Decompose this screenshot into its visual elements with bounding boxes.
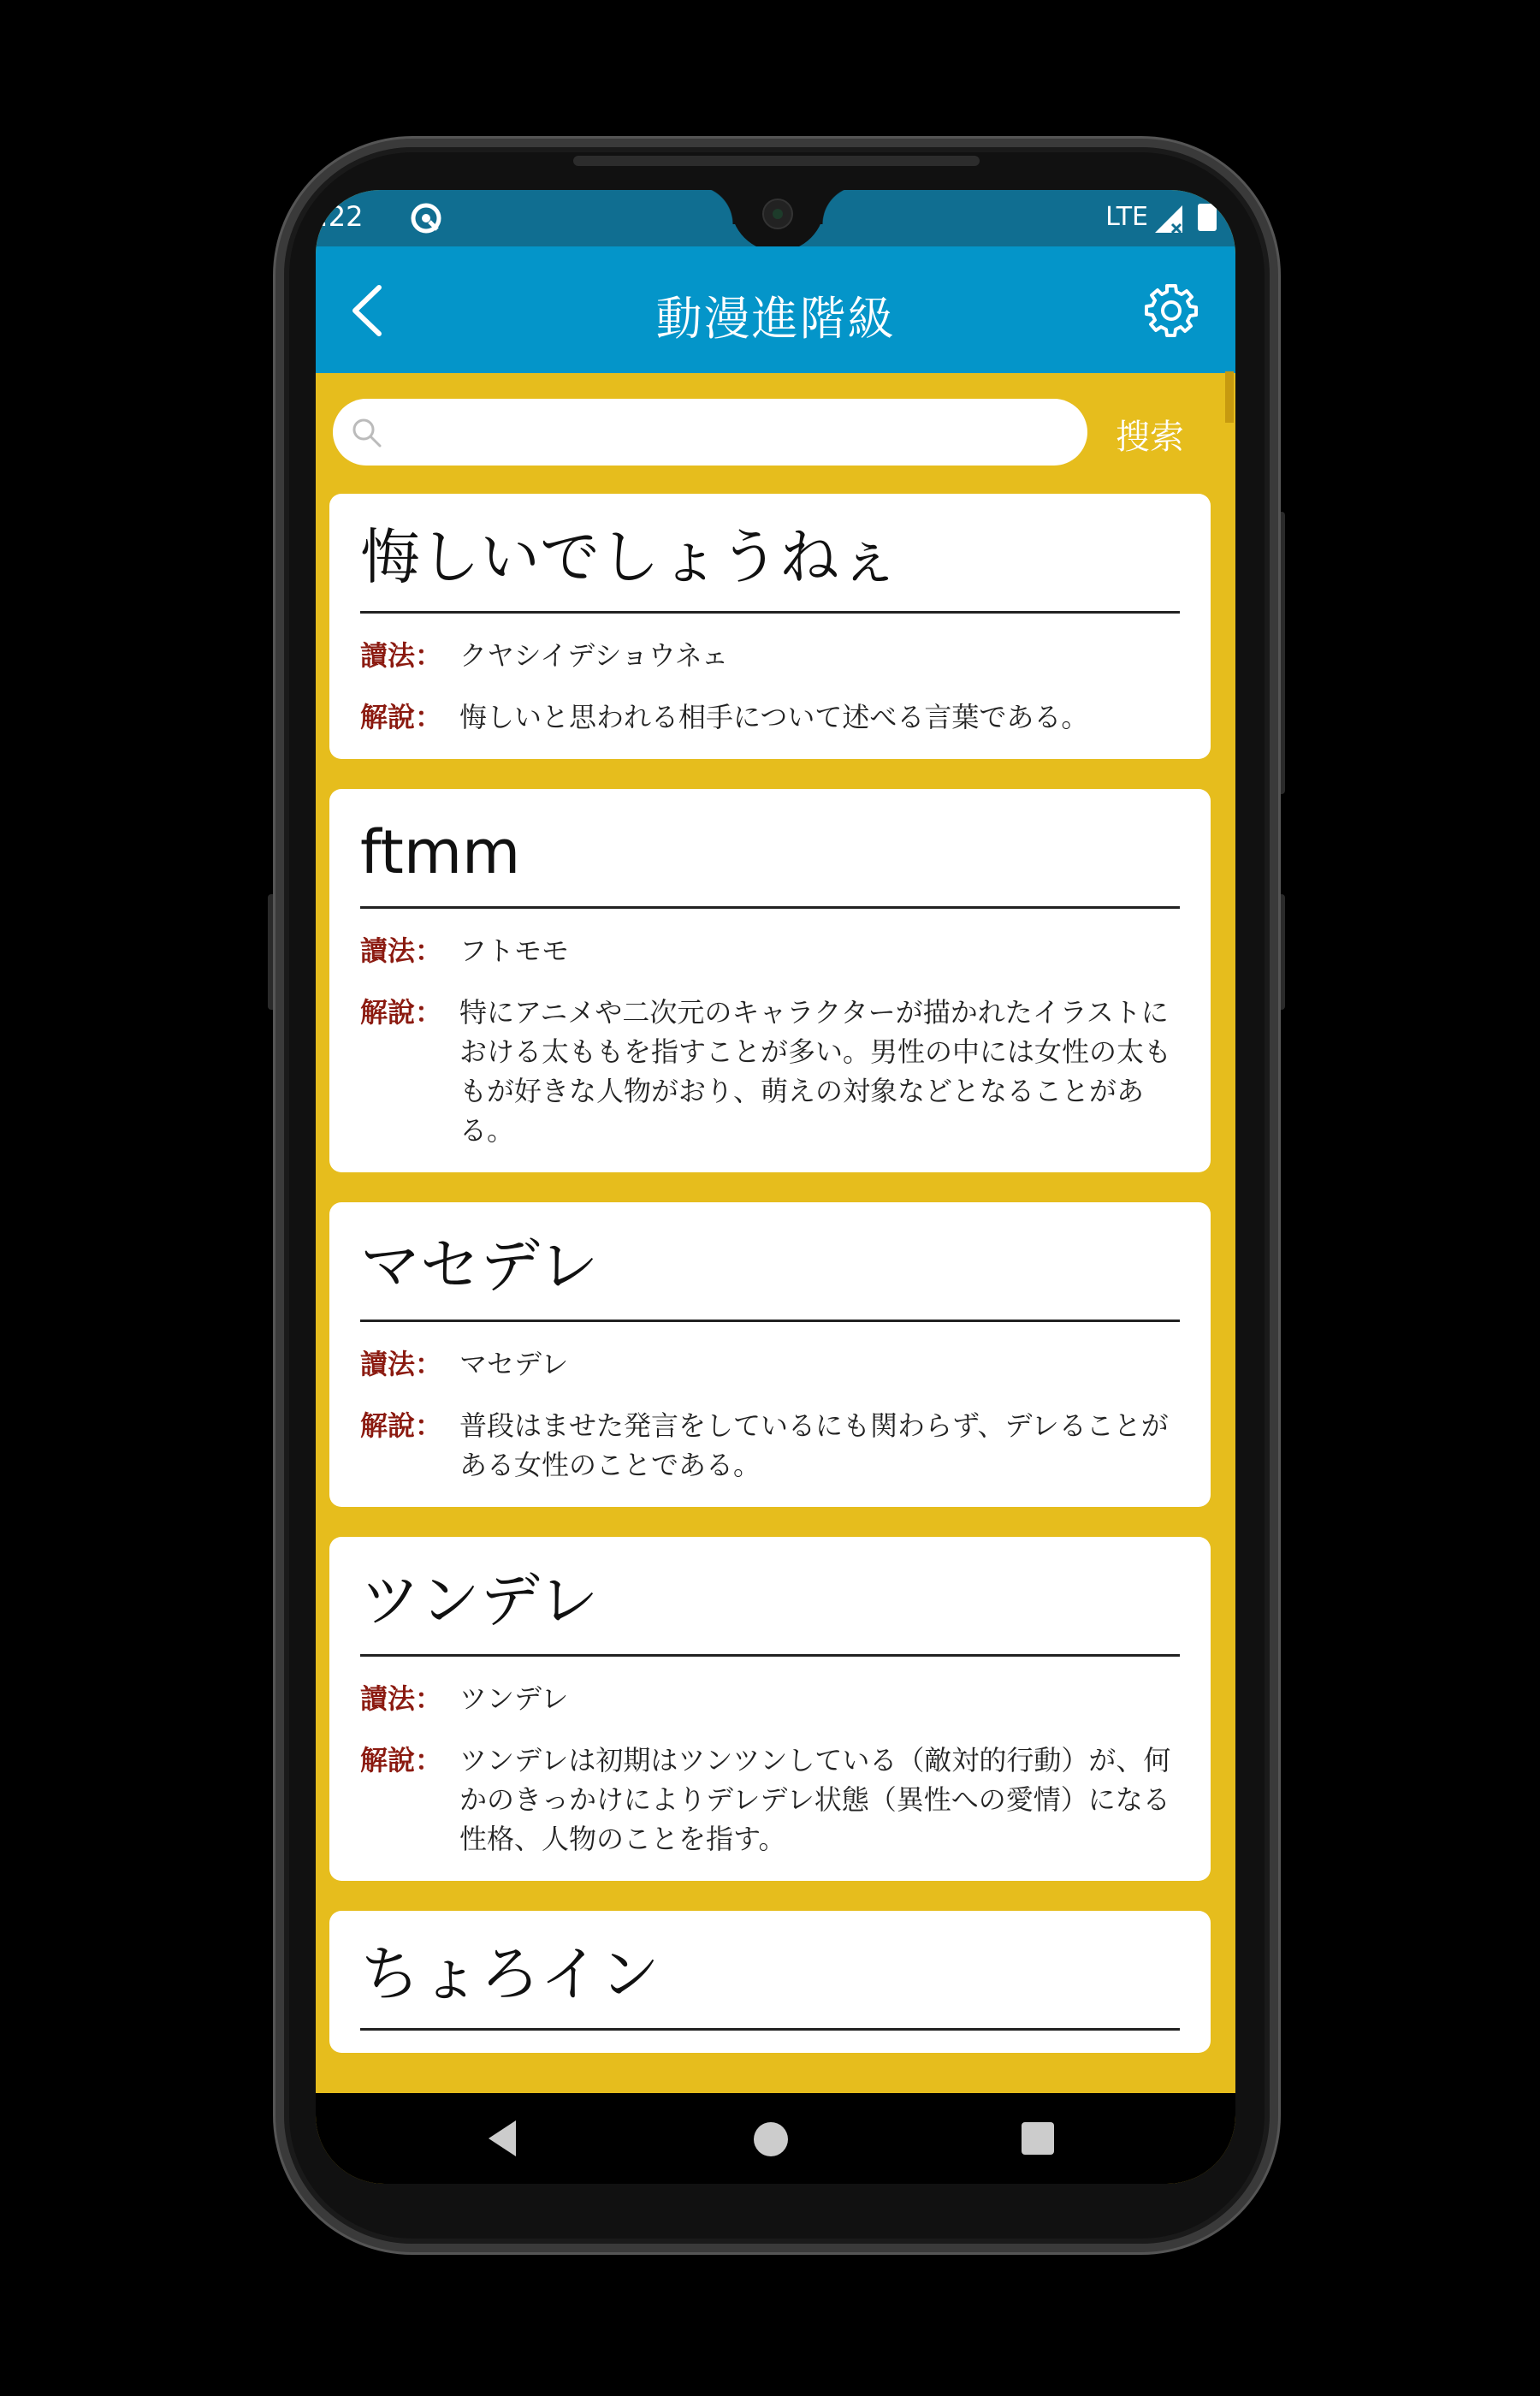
word-title: ftmm [360, 820, 1180, 909]
reading-value: クヤシイデショウネェ [459, 639, 729, 672]
word-card[interactable] [329, 789, 1211, 1172]
explanation-row [360, 1406, 1180, 1485]
explanation-label: 解說： [360, 1744, 443, 1776]
status-time: :22 [319, 200, 364, 233]
explanation-value: 普段はませた発言をしているにも関わらず、デレることがある女性のことである。 [459, 1409, 1169, 1481]
explanation-row [360, 1741, 1180, 1859]
nav-back-icon[interactable] [485, 2119, 519, 2158]
word-card[interactable] [329, 1202, 1211, 1507]
explanation-value: ツンデレは初期はツンツンしている（敵対的行動）が、何かのきっかけによりデレデレ状態（異性への愛情）になる性格、人物のことを指す。 [459, 1744, 1171, 1855]
search-input[interactable] [396, 406, 1067, 459]
word-card[interactable] [329, 1537, 1211, 1881]
search-icon [350, 416, 384, 450]
explanation-label: 解說： [360, 1409, 443, 1442]
reading-row [360, 931, 1180, 970]
network-type: LTE [1105, 202, 1148, 232]
word-title: 悔しいでしょうねぇ [360, 525, 1180, 614]
word-list [329, 494, 1211, 2083]
reading-row [360, 1344, 1180, 1384]
page-title: 動漫進階級 [655, 292, 896, 346]
word-title: マセデレ [360, 1233, 1180, 1322]
explanation-value: 悔しいと思われる相手について述べる言葉である。 [459, 701, 1089, 733]
front-camera [762, 199, 793, 229]
app-bar [316, 246, 1235, 373]
reading-label: 讀法： [360, 639, 443, 672]
reading-value: フトモモ [459, 934, 570, 967]
word-card[interactable] [329, 494, 1211, 759]
reading-row [360, 1679, 1180, 1718]
word-title: ツンデレ [360, 1568, 1180, 1657]
camera-notch [731, 190, 825, 252]
status-bar [316, 190, 1235, 246]
reading-label: 讀法： [360, 1348, 443, 1380]
data-saver-icon [410, 202, 442, 234]
explanation-row [360, 697, 1180, 737]
reading-value: ツンデレ [459, 1682, 569, 1715]
search-button[interactable]: 搜索 [1116, 418, 1184, 457]
explanation-value: 特にアニメや二次元のキャラクターが描かれたイラストにおける太ももを指すことが多い。男性の中には女性の太ももが好きな人物がおり、萌えの対象などとなることがある。 [459, 996, 1172, 1147]
reading-value: マセデレ [459, 1348, 569, 1380]
reading-label: 讀法： [360, 1682, 443, 1715]
nav-recents-icon[interactable] [1022, 2122, 1054, 2155]
reading-row [360, 636, 1180, 675]
explanation-row [360, 993, 1180, 1150]
word-title: ちょろイン [360, 1942, 1180, 2031]
earpiece [573, 156, 980, 166]
explanation-label: 解說： [360, 996, 443, 1029]
signal-icon [1153, 204, 1184, 234]
reading-label: 讀法： [360, 934, 443, 967]
navigation-bar [316, 2093, 1235, 2184]
screen [316, 190, 1235, 2184]
nav-home-icon[interactable] [754, 2122, 788, 2156]
gear-icon[interactable] [1143, 282, 1199, 339]
search-box[interactable] [333, 399, 1087, 466]
battery-icon [1198, 204, 1217, 231]
scrollbar-thumb[interactable] [1225, 371, 1234, 423]
word-card[interactable] [329, 1911, 1211, 2053]
explanation-label: 解說： [360, 701, 443, 733]
